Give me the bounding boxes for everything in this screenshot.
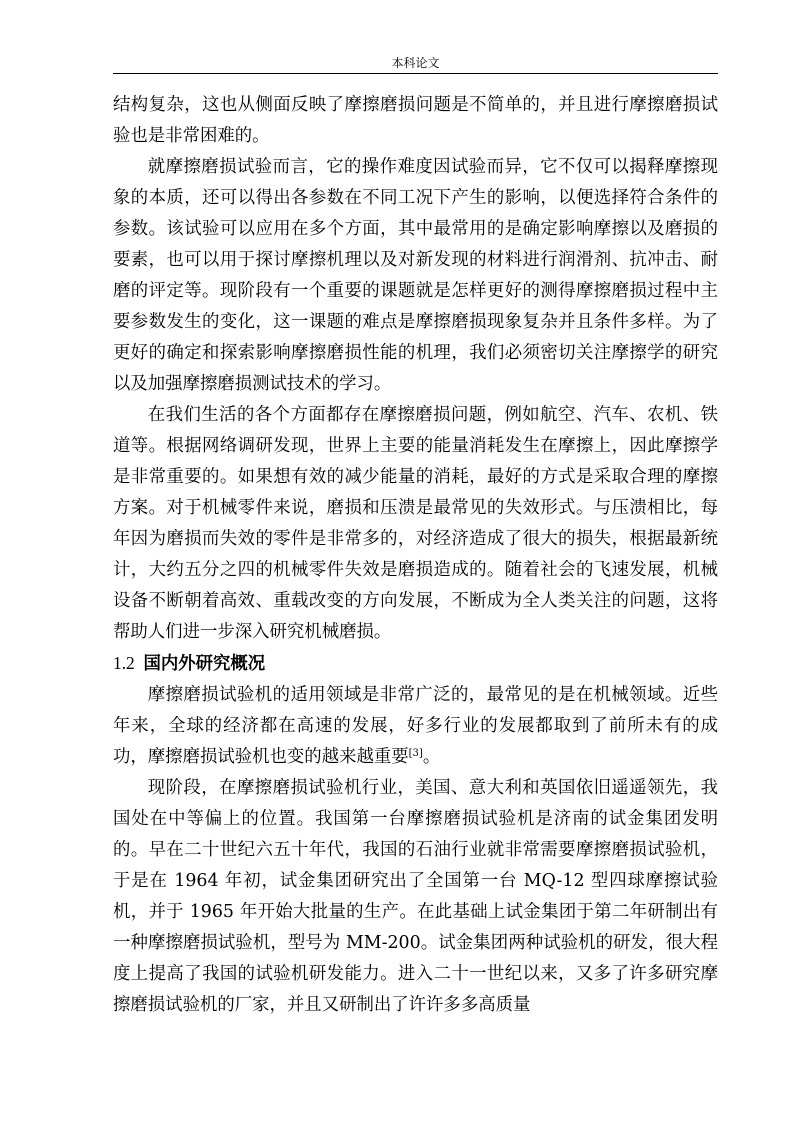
section-heading (113, 648, 718, 680)
header-divider (113, 73, 718, 74)
paragraph-continued: 结构复杂，这也从侧面反映了摩擦磨损问题是不简单的，并且进行摩擦磨损试验也是非常困难的。 (113, 95, 718, 146)
paragraph-with-citation (113, 680, 718, 773)
section-number: 1.2 (113, 653, 135, 673)
citation-reference: [3] (408, 748, 423, 759)
paragraph: 就摩擦磨损试验而言，它的操作难度因试验而异，它不仅可以揭释摩擦现象的本质，还可以得出各参数在不同工况下产生的影响，以便选择符合条件的参数。该试验可以应用在多个方面，其中最常用的是确定影响摩擦以及磨损的要素，也可以用于探讨摩擦机理以及对新发现的材料进行润滑剂、抗冲击、耐磨的评定等。现阶段有一个重要的课题就是怎样更好的测得摩擦磨损过程中主要参数发生的变化，这一课题的难点是摩擦磨损现象复杂并且条件多样。为了更好的确定和探索影响摩擦磨损性能的机理，我们必须密切关注摩擦学的研究以及加强摩擦磨损测试技术的学习。 (113, 157, 718, 394)
paragraph: 在我们生活的各个方面都存在摩擦磨损问题，例如航空、汽车、农机、铁道等。根据网络调研发现，世界上主要的能量消耗发生在摩擦上，因此摩擦学是非常重要的。如果想有效的减少能量的消耗，最好的方式是采取合理的摩擦方案。对于机械零件来说，磨损和压溃是最常见的失效形式。与压溃相比，每年因为磨损而失效的零件是非常多的，对经济造成了很大的损失，根据最新统计，大约五分之四的机械零件失效是磨损造成的。随着社会的飞速发展，机械设备不断朝着高效、重载改变的方向发展，不断成为全人类关注的问题，这将帮助人们进一步深入研究机械磨损。 (113, 405, 718, 642)
paragraph: 现阶段，在摩擦磨损试验机行业，美国、意大利和英国依旧遥遥领先，我国处在中等偏上的位置。我国第一台摩擦磨损试验机是济南的试金集团发明的。早在二十世纪六五十年代，我国的石油行业就非常需要摩擦磨损试验机，于是在 1964 年初，试金集团研究出了全国第一台 MQ-12 型四球摩擦试验机，并于 1965 年开始大批量的生产。在此基础上试金集团于第二年研制出有一种摩擦磨损试验机，型号为 MM-200。试金集团两种试验机的研发，很大程度上提高了我国的试验机研发能力。进入二十一世纪以来，又多了许多研究摩擦磨损试验机的厂家，并且又研制出了许许多多高质量 (113, 778, 718, 1015)
page-header-title: 本科论文 (391, 56, 440, 70)
paragraph-text: 摩擦磨损试验机的适用领域是非常广泛的，最常见的是在机械领域。近些年来，全球的经济都在高速的发展，好多行业的发展都取到了前所未有的成功，摩擦磨损试验机也变的越来越重要 (113, 685, 718, 767)
paragraph-end-punctuation: 。 (422, 747, 441, 767)
section-title: 国内外研究概况 (143, 654, 266, 674)
body-text (113, 90, 718, 1021)
